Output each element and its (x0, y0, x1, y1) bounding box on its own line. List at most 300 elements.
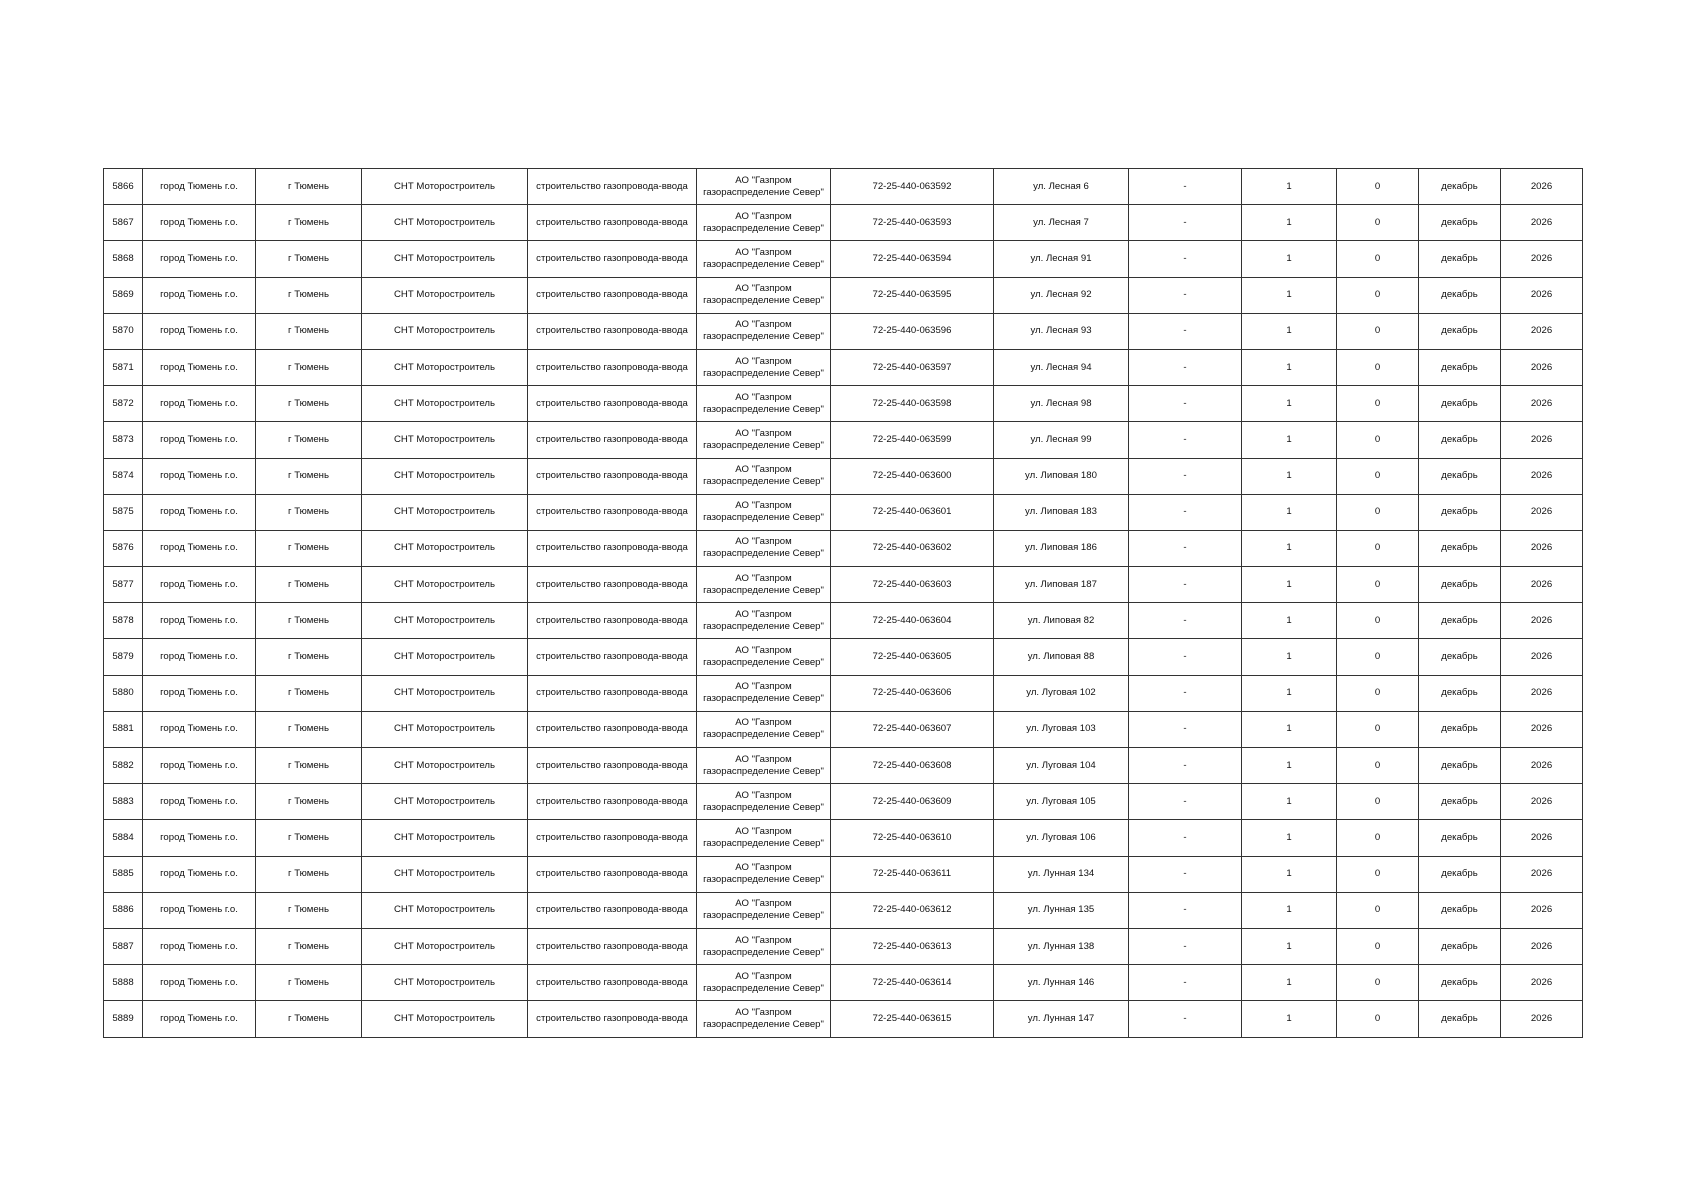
cell-city: г Тюмень (256, 349, 362, 385)
cell-settlement: СНТ Моторостроитель (362, 603, 528, 639)
cell-zero-count: 0 (1337, 1001, 1419, 1037)
table-row (104, 784, 1583, 820)
cell-municipality: город Тюмень г.о. (143, 313, 256, 349)
cell-address: ул. Лунная 135 (994, 892, 1129, 928)
cell-organization: АО "Газпром газораспределение Север" (697, 349, 831, 385)
cell-work-type: строительство газопровода-ввода (528, 313, 697, 349)
cell-address: ул. Лесная 91 (994, 241, 1129, 277)
cell-zero-count: 0 (1337, 205, 1419, 241)
cell-settlement: СНТ Моторостроитель (362, 349, 528, 385)
cell-city: г Тюмень (256, 820, 362, 856)
cell-municipality: город Тюмень г.о. (143, 241, 256, 277)
cell-object-id: 72-25-440-063614 (831, 965, 994, 1001)
cell-organization: АО "Газпром газораспределение Север" (697, 711, 831, 747)
cell-municipality: город Тюмень г.о. (143, 711, 256, 747)
cell-address: ул. Лесная 99 (994, 422, 1129, 458)
cell-year: 2026 (1501, 349, 1583, 385)
cell-quantity: 1 (1242, 205, 1337, 241)
cell-year: 2026 (1501, 1001, 1583, 1037)
cell-quantity: 1 (1242, 856, 1337, 892)
cell-work-type: строительство газопровода-ввода (528, 856, 697, 892)
cell-dash: - (1129, 169, 1242, 205)
cell-address: ул. Липовая 82 (994, 603, 1129, 639)
cell-settlement: СНТ Моторостроитель (362, 494, 528, 530)
cell-object-id: 72-25-440-063600 (831, 458, 994, 494)
cell-zero-count: 0 (1337, 241, 1419, 277)
cell-year: 2026 (1501, 820, 1583, 856)
cell-row-number: 5889 (104, 1001, 143, 1037)
cell-city: г Тюмень (256, 748, 362, 784)
cell-city: г Тюмень (256, 965, 362, 1001)
cell-zero-count: 0 (1337, 567, 1419, 603)
cell-organization: АО "Газпром газораспределение Север" (697, 856, 831, 892)
cell-row-number: 5879 (104, 639, 143, 675)
cell-year: 2026 (1501, 530, 1583, 566)
cell-year: 2026 (1501, 567, 1583, 603)
cell-work-type: строительство газопровода-ввода (528, 530, 697, 566)
cell-organization: АО "Газпром газораспределение Север" (697, 675, 831, 711)
cell-organization: АО "Газпром газораспределение Север" (697, 241, 831, 277)
cell-organization: АО "Газпром газораспределение Север" (697, 567, 831, 603)
cell-month: декабрь (1419, 603, 1501, 639)
table-row (104, 748, 1583, 784)
cell-object-id: 72-25-440-063610 (831, 820, 994, 856)
cell-city: г Тюмень (256, 422, 362, 458)
cell-month: декабрь (1419, 567, 1501, 603)
cell-month: декабрь (1419, 1001, 1501, 1037)
cell-work-type: строительство газопровода-ввода (528, 603, 697, 639)
cell-object-id: 72-25-440-063598 (831, 386, 994, 422)
cell-municipality: город Тюмень г.о. (143, 567, 256, 603)
cell-row-number: 5886 (104, 892, 143, 928)
cell-settlement: СНТ Моторостроитель (362, 169, 528, 205)
cell-zero-count: 0 (1337, 965, 1419, 1001)
cell-settlement: СНТ Моторостроитель (362, 567, 528, 603)
table-row (104, 530, 1583, 566)
cell-month: декабрь (1419, 530, 1501, 566)
cell-zero-count: 0 (1337, 748, 1419, 784)
table-row (104, 639, 1583, 675)
cell-row-number: 5873 (104, 422, 143, 458)
cell-address: ул. Луговая 105 (994, 784, 1129, 820)
cell-dash: - (1129, 241, 1242, 277)
cell-settlement: СНТ Моторостроитель (362, 856, 528, 892)
cell-city: г Тюмень (256, 494, 362, 530)
cell-quantity: 1 (1242, 820, 1337, 856)
cell-city: г Тюмень (256, 892, 362, 928)
cell-zero-count: 0 (1337, 458, 1419, 494)
cell-month: декабрь (1419, 928, 1501, 964)
cell-row-number: 5882 (104, 748, 143, 784)
cell-municipality: город Тюмень г.о. (143, 277, 256, 313)
cell-address: ул. Лунная 147 (994, 1001, 1129, 1037)
cell-row-number: 5866 (104, 169, 143, 205)
cell-address: ул. Липовая 180 (994, 458, 1129, 494)
cell-quantity: 1 (1242, 386, 1337, 422)
cell-object-id: 72-25-440-063604 (831, 603, 994, 639)
cell-zero-count: 0 (1337, 169, 1419, 205)
cell-dash: - (1129, 965, 1242, 1001)
cell-year: 2026 (1501, 856, 1583, 892)
cell-quantity: 1 (1242, 748, 1337, 784)
cell-work-type: строительство газопровода-ввода (528, 639, 697, 675)
cell-address: ул. Липовая 186 (994, 530, 1129, 566)
cell-city: г Тюмень (256, 313, 362, 349)
cell-month: декабрь (1419, 458, 1501, 494)
cell-work-type: строительство газопровода-ввода (528, 277, 697, 313)
cell-zero-count: 0 (1337, 313, 1419, 349)
table-row (104, 241, 1583, 277)
table-row (104, 928, 1583, 964)
cell-row-number: 5884 (104, 820, 143, 856)
cell-object-id: 72-25-440-063602 (831, 530, 994, 566)
cell-settlement: СНТ Моторостроитель (362, 386, 528, 422)
cell-work-type: строительство газопровода-ввода (528, 205, 697, 241)
cell-quantity: 1 (1242, 711, 1337, 747)
cell-settlement: СНТ Моторостроитель (362, 277, 528, 313)
table-row (104, 965, 1583, 1001)
cell-city: г Тюмень (256, 675, 362, 711)
cell-object-id: 72-25-440-063613 (831, 928, 994, 964)
cell-municipality: город Тюмень г.о. (143, 675, 256, 711)
cell-municipality: город Тюмень г.о. (143, 639, 256, 675)
cell-organization: АО "Газпром газораспределение Север" (697, 494, 831, 530)
cell-work-type: строительство газопровода-ввода (528, 892, 697, 928)
cell-object-id: 72-25-440-063596 (831, 313, 994, 349)
cell-settlement: СНТ Моторостроитель (362, 639, 528, 675)
cell-municipality: город Тюмень г.о. (143, 748, 256, 784)
cell-zero-count: 0 (1337, 892, 1419, 928)
cell-municipality: город Тюмень г.о. (143, 784, 256, 820)
cell-month: декабрь (1419, 784, 1501, 820)
cell-dash: - (1129, 856, 1242, 892)
cell-settlement: СНТ Моторостроитель (362, 1001, 528, 1037)
cell-month: декабрь (1419, 675, 1501, 711)
cell-month: декабрь (1419, 313, 1501, 349)
cell-dash: - (1129, 313, 1242, 349)
cell-settlement: СНТ Моторостроитель (362, 313, 528, 349)
cell-row-number: 5868 (104, 241, 143, 277)
cell-quantity: 1 (1242, 1001, 1337, 1037)
cell-organization: АО "Газпром газораспределение Север" (697, 205, 831, 241)
cell-object-id: 72-25-440-063612 (831, 892, 994, 928)
cell-row-number: 5871 (104, 349, 143, 385)
cell-work-type: строительство газопровода-ввода (528, 928, 697, 964)
cell-quantity: 1 (1242, 567, 1337, 603)
cell-dash: - (1129, 494, 1242, 530)
cell-object-id: 72-25-440-063609 (831, 784, 994, 820)
cell-month: декабрь (1419, 169, 1501, 205)
cell-municipality: город Тюмень г.о. (143, 1001, 256, 1037)
cell-quantity: 1 (1242, 892, 1337, 928)
cell-month: декабрь (1419, 241, 1501, 277)
cell-quantity: 1 (1242, 784, 1337, 820)
cell-year: 2026 (1501, 205, 1583, 241)
cell-dash: - (1129, 784, 1242, 820)
cell-dash: - (1129, 639, 1242, 675)
cell-object-id: 72-25-440-063601 (831, 494, 994, 530)
cell-city: г Тюмень (256, 603, 362, 639)
cell-month: декабрь (1419, 820, 1501, 856)
cell-address: ул. Лунная 146 (994, 965, 1129, 1001)
cell-address: ул. Липовая 183 (994, 494, 1129, 530)
cell-work-type: строительство газопровода-ввода (528, 820, 697, 856)
cell-zero-count: 0 (1337, 349, 1419, 385)
table-row (104, 313, 1583, 349)
cell-address: ул. Луговая 102 (994, 675, 1129, 711)
table-row (104, 386, 1583, 422)
cell-work-type: строительство газопровода-ввода (528, 1001, 697, 1037)
table-row (104, 205, 1583, 241)
cell-zero-count: 0 (1337, 711, 1419, 747)
cell-dash: - (1129, 1001, 1242, 1037)
cell-work-type: строительство газопровода-ввода (528, 748, 697, 784)
cell-month: декабрь (1419, 856, 1501, 892)
cell-address: ул. Липовая 88 (994, 639, 1129, 675)
cell-zero-count: 0 (1337, 603, 1419, 639)
cell-work-type: строительство газопровода-ввода (528, 349, 697, 385)
cell-city: г Тюмень (256, 928, 362, 964)
cell-object-id: 72-25-440-063606 (831, 675, 994, 711)
cell-settlement: СНТ Моторостроитель (362, 928, 528, 964)
cell-address: ул. Луговая 103 (994, 711, 1129, 747)
cell-month: декабрь (1419, 639, 1501, 675)
cell-work-type: строительство газопровода-ввода (528, 422, 697, 458)
cell-dash: - (1129, 530, 1242, 566)
cell-zero-count: 0 (1337, 820, 1419, 856)
cell-city: г Тюмень (256, 277, 362, 313)
cell-address: ул. Лесная 93 (994, 313, 1129, 349)
cell-settlement: СНТ Моторостроитель (362, 458, 528, 494)
cell-settlement: СНТ Моторостроитель (362, 241, 528, 277)
cell-quantity: 1 (1242, 530, 1337, 566)
cell-month: декабрь (1419, 748, 1501, 784)
cell-dash: - (1129, 748, 1242, 784)
cell-quantity: 1 (1242, 241, 1337, 277)
cell-address: ул. Лесная 92 (994, 277, 1129, 313)
cell-city: г Тюмень (256, 784, 362, 820)
cell-organization: АО "Газпром газораспределение Север" (697, 639, 831, 675)
cell-year: 2026 (1501, 241, 1583, 277)
cell-dash: - (1129, 277, 1242, 313)
cell-row-number: 5876 (104, 530, 143, 566)
table-row (104, 277, 1583, 313)
cell-work-type: строительство газопровода-ввода (528, 494, 697, 530)
cell-city: г Тюмень (256, 567, 362, 603)
cell-organization: АО "Газпром газораспределение Север" (697, 892, 831, 928)
cell-municipality: город Тюмень г.о. (143, 530, 256, 566)
cell-year: 2026 (1501, 169, 1583, 205)
cell-city: г Тюмень (256, 1001, 362, 1037)
cell-quantity: 1 (1242, 313, 1337, 349)
cell-organization: АО "Газпром газораспределение Север" (697, 1001, 831, 1037)
cell-work-type: строительство газопровода-ввода (528, 458, 697, 494)
cell-municipality: город Тюмень г.о. (143, 820, 256, 856)
cell-municipality: город Тюмень г.о. (143, 349, 256, 385)
cell-address: ул. Лесная 98 (994, 386, 1129, 422)
cell-year: 2026 (1501, 313, 1583, 349)
cell-dash: - (1129, 567, 1242, 603)
cell-row-number: 5880 (104, 675, 143, 711)
cell-dash: - (1129, 892, 1242, 928)
cell-month: декабрь (1419, 711, 1501, 747)
cell-city: г Тюмень (256, 458, 362, 494)
cell-year: 2026 (1501, 675, 1583, 711)
cell-quantity: 1 (1242, 928, 1337, 964)
cell-zero-count: 0 (1337, 928, 1419, 964)
cell-year: 2026 (1501, 711, 1583, 747)
cell-city: г Тюмень (256, 530, 362, 566)
table-row (104, 603, 1583, 639)
cell-row-number: 5878 (104, 603, 143, 639)
cell-dash: - (1129, 205, 1242, 241)
cell-row-number: 5877 (104, 567, 143, 603)
cell-work-type: строительство газопровода-ввода (528, 386, 697, 422)
cell-dash: - (1129, 422, 1242, 458)
cell-year: 2026 (1501, 892, 1583, 928)
table-row (104, 1001, 1583, 1037)
cell-object-id: 72-25-440-063607 (831, 711, 994, 747)
cell-quantity: 1 (1242, 603, 1337, 639)
cell-settlement: СНТ Моторостроитель (362, 784, 528, 820)
cell-zero-count: 0 (1337, 856, 1419, 892)
table-row (104, 675, 1583, 711)
cell-object-id: 72-25-440-063615 (831, 1001, 994, 1037)
cell-organization: АО "Газпром газораспределение Север" (697, 277, 831, 313)
cell-dash: - (1129, 820, 1242, 856)
table-row (104, 349, 1583, 385)
table-row (104, 422, 1583, 458)
data-table (103, 168, 1583, 1038)
table-row (104, 856, 1583, 892)
cell-organization: АО "Газпром газораспределение Север" (697, 748, 831, 784)
cell-organization: АО "Газпром газораспределение Север" (697, 784, 831, 820)
cell-address: ул. Луговая 104 (994, 748, 1129, 784)
cell-month: декабрь (1419, 965, 1501, 1001)
cell-settlement: СНТ Моторостроитель (362, 892, 528, 928)
cell-settlement: СНТ Моторостроитель (362, 675, 528, 711)
cell-municipality: город Тюмень г.о. (143, 494, 256, 530)
cell-zero-count: 0 (1337, 639, 1419, 675)
cell-year: 2026 (1501, 928, 1583, 964)
cell-organization: АО "Газпром газораспределение Север" (697, 530, 831, 566)
cell-year: 2026 (1501, 965, 1583, 1001)
cell-address: ул. Лесная 6 (994, 169, 1129, 205)
cell-quantity: 1 (1242, 639, 1337, 675)
cell-city: г Тюмень (256, 241, 362, 277)
cell-municipality: город Тюмень г.о. (143, 856, 256, 892)
cell-settlement: СНТ Моторостроитель (362, 422, 528, 458)
cell-zero-count: 0 (1337, 277, 1419, 313)
cell-dash: - (1129, 928, 1242, 964)
cell-address: ул. Лунная 138 (994, 928, 1129, 964)
cell-zero-count: 0 (1337, 530, 1419, 566)
cell-year: 2026 (1501, 748, 1583, 784)
cell-month: декабрь (1419, 205, 1501, 241)
cell-organization: АО "Газпром газораспределение Север" (697, 422, 831, 458)
cell-work-type: строительство газопровода-ввода (528, 567, 697, 603)
cell-dash: - (1129, 349, 1242, 385)
cell-organization: АО "Газпром газораспределение Север" (697, 965, 831, 1001)
cell-organization: АО "Газпром газораспределение Север" (697, 458, 831, 494)
cell-settlement: СНТ Моторостроитель (362, 711, 528, 747)
cell-dash: - (1129, 386, 1242, 422)
cell-organization: АО "Газпром газораспределение Север" (697, 603, 831, 639)
cell-object-id: 72-25-440-063595 (831, 277, 994, 313)
table-row (104, 711, 1583, 747)
cell-settlement: СНТ Моторостроитель (362, 530, 528, 566)
cell-organization: АО "Газпром газораспределение Север" (697, 313, 831, 349)
cell-address: ул. Липовая 187 (994, 567, 1129, 603)
cell-row-number: 5883 (104, 784, 143, 820)
cell-municipality: город Тюмень г.о. (143, 603, 256, 639)
cell-object-id: 72-25-440-063608 (831, 748, 994, 784)
cell-object-id: 72-25-440-063599 (831, 422, 994, 458)
cell-municipality: город Тюмень г.о. (143, 965, 256, 1001)
cell-year: 2026 (1501, 458, 1583, 494)
cell-month: декабрь (1419, 422, 1501, 458)
cell-month: декабрь (1419, 386, 1501, 422)
cell-object-id: 72-25-440-063605 (831, 639, 994, 675)
table-body (104, 169, 1583, 1038)
cell-municipality: город Тюмень г.о. (143, 458, 256, 494)
cell-settlement: СНТ Моторостроитель (362, 205, 528, 241)
cell-quantity: 1 (1242, 169, 1337, 205)
cell-work-type: строительство газопровода-ввода (528, 784, 697, 820)
table-row (104, 494, 1583, 530)
cell-dash: - (1129, 711, 1242, 747)
cell-month: декабрь (1419, 892, 1501, 928)
cell-quantity: 1 (1242, 277, 1337, 313)
cell-municipality: город Тюмень г.о. (143, 386, 256, 422)
cell-row-number: 5888 (104, 965, 143, 1001)
cell-row-number: 5872 (104, 386, 143, 422)
cell-city: г Тюмень (256, 639, 362, 675)
cell-quantity: 1 (1242, 965, 1337, 1001)
cell-city: г Тюмень (256, 711, 362, 747)
cell-address: ул. Лунная 134 (994, 856, 1129, 892)
cell-quantity: 1 (1242, 422, 1337, 458)
table-row (104, 820, 1583, 856)
cell-organization: АО "Газпром газораспределение Север" (697, 169, 831, 205)
cell-row-number: 5874 (104, 458, 143, 494)
cell-row-number: 5887 (104, 928, 143, 964)
cell-address: ул. Лесная 94 (994, 349, 1129, 385)
cell-year: 2026 (1501, 422, 1583, 458)
cell-organization: АО "Газпром газораспределение Север" (697, 386, 831, 422)
cell-work-type: строительство газопровода-ввода (528, 711, 697, 747)
cell-zero-count: 0 (1337, 422, 1419, 458)
cell-city: г Тюмень (256, 856, 362, 892)
cell-organization: АО "Газпром газораспределение Север" (697, 928, 831, 964)
cell-municipality: город Тюмень г.о. (143, 169, 256, 205)
cell-municipality: город Тюмень г.о. (143, 892, 256, 928)
cell-row-number: 5875 (104, 494, 143, 530)
cell-dash: - (1129, 603, 1242, 639)
cell-city: г Тюмень (256, 205, 362, 241)
cell-quantity: 1 (1242, 458, 1337, 494)
cell-city: г Тюмень (256, 386, 362, 422)
cell-object-id: 72-25-440-063594 (831, 241, 994, 277)
table-row (104, 169, 1583, 205)
cell-object-id: 72-25-440-063603 (831, 567, 994, 603)
cell-year: 2026 (1501, 277, 1583, 313)
cell-row-number: 5867 (104, 205, 143, 241)
cell-year: 2026 (1501, 494, 1583, 530)
cell-zero-count: 0 (1337, 494, 1419, 530)
cell-object-id: 72-25-440-063597 (831, 349, 994, 385)
cell-organization: АО "Газпром газораспределение Север" (697, 820, 831, 856)
